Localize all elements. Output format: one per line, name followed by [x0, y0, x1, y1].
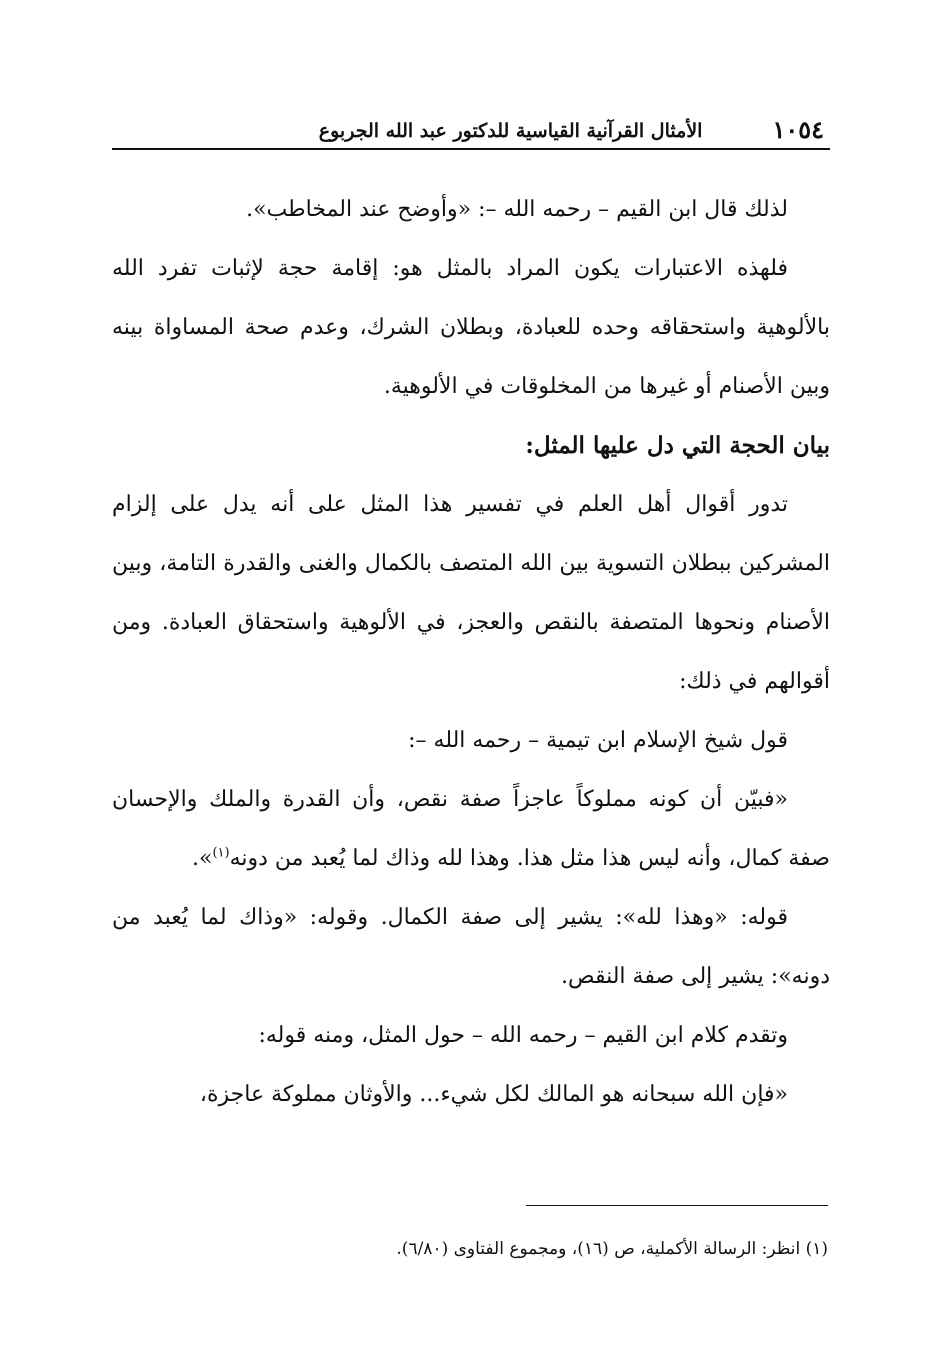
- quote-ibn-alqayyim: «فإن الله سبحانه هو المالك لكل شيء... والأوثان مملوكة عاجزة،: [199, 1082, 788, 1107]
- quote-text: «فبيّن أن كونه مملوكاً عاجزاً صفة نقص، وأن القدرة والملك والإحسان صفة كمال، وأنه ليس هذا مثل هذا. وهذا لله وذاك لما يُعبد من دونه: [112, 787, 830, 871]
- paragraph-3: تدور أقوال أهل العلم في تفسير هذا المثل على أنه يدل على إلزام المشركين ببطلان التسوية بين الله المتصف بالكمال والغنى والقدرة التامة، وبين الأصنام ونحوها المتصفة بالنقص والعجز، في الألوهية واستحقاق العبادة. ومن أقوالهم في ذلك:: [112, 492, 830, 694]
- paragraph-6: وتقدم كلام ابن القيم – رحمه الله – حول المثل، ومنه قوله:: [258, 1023, 788, 1048]
- page-number: ١٠٥٤: [772, 115, 824, 144]
- running-title: الأمثال القرآنية القياسية للدكتور عبد الله الجربوع: [318, 120, 703, 142]
- paragraph-4: قول شيخ الإسلام ابن تيمية – رحمه الله –:: [408, 728, 788, 753]
- paragraph-5: قوله: «وهذا لله»: يشير إلى صفة الكمال. وقوله: «وذاك لما يُعبد من دونه»: يشير إلى صفة النقص.: [112, 905, 830, 989]
- footnote-reference: (١): [212, 845, 230, 861]
- page-header: [112, 112, 830, 150]
- footnote-divider: [526, 1205, 828, 1206]
- footnote: (١) انظر: الرسالة الأكملية، ص (١٦)، ومجموع الفتاوى (٦/٨٠).: [396, 1239, 828, 1259]
- body-text: [112, 180, 830, 1124]
- quote-closing: ».: [192, 846, 213, 871]
- quote-ibn-taymiyyah: [112, 770, 830, 888]
- section-heading: بيان الحجة التي دل عليها المثل:: [525, 432, 830, 459]
- paragraph-1: لذلك قال ابن القيم – رحمه الله –: «وأوضح عند المخاطب».: [246, 197, 788, 222]
- paragraph-2: فلهذه الاعتبارات يكون المراد بالمثل هو: إقامة حجة لإثبات تفرد الله بالألوهية واستحقاقه وحده للعبادة، وبطلان الشرك، وعدم صحة المساواة بينه وبين الأصنام أو غيرها من المخلوقات في الألوهية.: [112, 256, 830, 399]
